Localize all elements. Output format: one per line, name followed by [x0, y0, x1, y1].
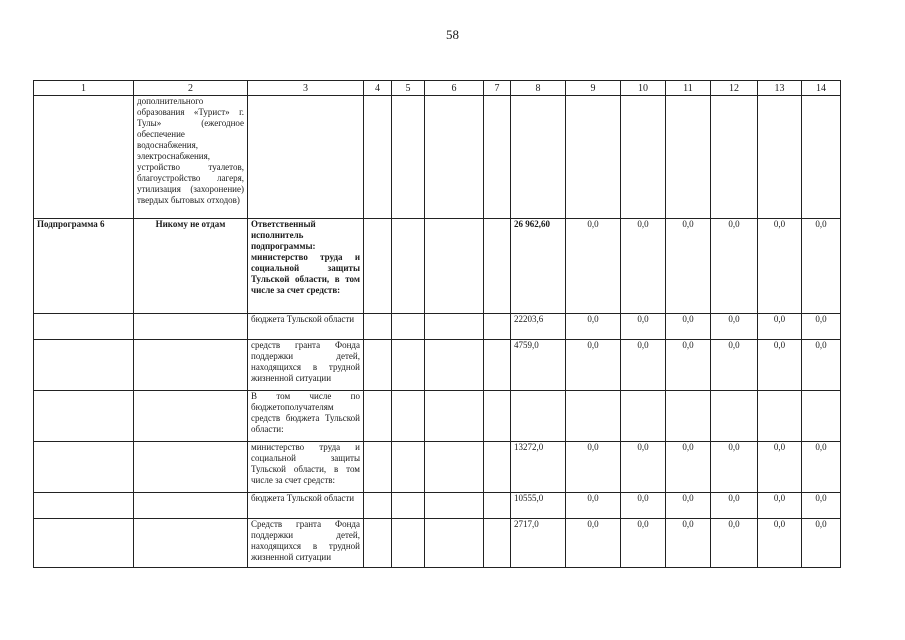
year-value-cell [566, 391, 621, 442]
year-value-cell: 0,0 [758, 493, 802, 519]
column-header: 9 [566, 81, 621, 96]
program-cell [34, 391, 134, 442]
source-cell: министерство труда и социальной защиты Тульской области, в том числе за счет средств: [248, 442, 364, 493]
year-value-cell: 0,0 [711, 442, 758, 493]
table-row [34, 96, 841, 219]
year-value-cell: 0,0 [566, 519, 621, 568]
year-value-cell [666, 96, 711, 219]
source-cell: Ответственный исполнитель подпрограммы: министерство труда и социальной защиты Тульской области, в том числе за счет средств: [248, 219, 364, 314]
year-value-cell: 0,0 [566, 493, 621, 519]
event-name-cell: Никому не отдам [134, 219, 248, 314]
table-row [34, 493, 841, 519]
total-value-cell: 4759,0 [511, 340, 566, 391]
empty-cell [392, 493, 425, 519]
source-cell: В том числе по бюджетополучателям средств бюджета Тульской области: [248, 391, 364, 442]
year-value-cell: 0,0 [566, 314, 621, 340]
year-value-cell: 0,0 [666, 519, 711, 568]
total-value-cell [511, 391, 566, 442]
total-value-cell: 13272,0 [511, 442, 566, 493]
total-value-cell: 26 962,60 [511, 219, 566, 314]
year-value-cell: 0,0 [758, 442, 802, 493]
year-value-cell: 0,0 [802, 340, 841, 391]
year-value-cell [758, 391, 802, 442]
empty-cell [425, 391, 484, 442]
column-header: 10 [621, 81, 666, 96]
year-value-cell: 0,0 [666, 442, 711, 493]
empty-cell [364, 391, 392, 442]
column-header: 11 [666, 81, 711, 96]
empty-cell [392, 391, 425, 442]
year-value-cell: 0,0 [566, 219, 621, 314]
year-value-cell: 0,0 [666, 493, 711, 519]
budget-table [33, 80, 841, 568]
year-value-cell [566, 96, 621, 219]
year-value-cell [758, 96, 802, 219]
total-value-cell: 2717,0 [511, 519, 566, 568]
table-row [34, 442, 841, 493]
year-value-cell: 0,0 [666, 219, 711, 314]
empty-cell [364, 493, 392, 519]
empty-cell [425, 314, 484, 340]
column-header: 8 [511, 81, 566, 96]
year-value-cell: 0,0 [566, 442, 621, 493]
empty-cell [425, 493, 484, 519]
column-header: 2 [134, 81, 248, 96]
year-value-cell: 0,0 [758, 314, 802, 340]
empty-cell [392, 96, 425, 219]
program-cell [34, 493, 134, 519]
year-value-cell: 0,0 [711, 493, 758, 519]
empty-cell [364, 340, 392, 391]
event-name-cell [134, 391, 248, 442]
column-header: 6 [425, 81, 484, 96]
source-cell: бюджета Тульской области [248, 314, 364, 340]
year-value-cell: 0,0 [621, 519, 666, 568]
year-value-cell: 0,0 [802, 442, 841, 493]
year-value-cell: 0,0 [711, 519, 758, 568]
empty-cell [392, 219, 425, 314]
year-value-cell [802, 96, 841, 219]
empty-cell [364, 219, 392, 314]
year-value-cell: 0,0 [711, 340, 758, 391]
year-value-cell: 0,0 [711, 219, 758, 314]
source-cell [248, 96, 364, 219]
year-value-cell [711, 391, 758, 442]
empty-cell [484, 391, 511, 442]
year-value-cell: 0,0 [802, 219, 841, 314]
empty-cell [392, 442, 425, 493]
empty-cell [364, 314, 392, 340]
year-value-cell: 0,0 [621, 493, 666, 519]
year-value-cell [621, 96, 666, 219]
table-row [34, 314, 841, 340]
column-header-row [34, 81, 841, 96]
year-value-cell: 0,0 [758, 519, 802, 568]
empty-cell [484, 442, 511, 493]
source-cell: средств гранта Фонда поддержки детей, находящихся в трудной жизненной ситуации [248, 340, 364, 391]
total-value-cell [511, 96, 566, 219]
empty-cell [484, 219, 511, 314]
empty-cell [392, 340, 425, 391]
year-value-cell: 0,0 [621, 442, 666, 493]
year-value-cell [802, 391, 841, 442]
empty-cell [425, 519, 484, 568]
table-row [34, 340, 841, 391]
empty-cell [392, 519, 425, 568]
program-cell: Подпрограмма 6 [34, 219, 134, 314]
empty-cell [364, 519, 392, 568]
event-name-cell: дополнительного образования «Турист» г. Тулы» (ежегодное обеспечение водоснабжения, электроснабжения, устройство туалетов, благоустройство лагеря, утилизация (захоронение) твердых бытовых отходов) [134, 96, 248, 219]
program-cell [34, 519, 134, 568]
program-cell [34, 314, 134, 340]
year-value-cell: 0,0 [802, 493, 841, 519]
year-value-cell: 0,0 [566, 340, 621, 391]
year-value-cell: 0,0 [758, 340, 802, 391]
year-value-cell: 0,0 [621, 314, 666, 340]
program-cell [34, 340, 134, 391]
event-name-cell [134, 314, 248, 340]
empty-cell [425, 442, 484, 493]
source-cell: бюджета Тульской области [248, 493, 364, 519]
year-value-cell: 0,0 [666, 340, 711, 391]
event-name-cell [134, 493, 248, 519]
page-number: 58 [446, 27, 459, 42]
year-value-cell: 0,0 [711, 314, 758, 340]
empty-cell [484, 493, 511, 519]
empty-cell [484, 96, 511, 219]
table-row [34, 219, 841, 314]
column-header: 3 [248, 81, 364, 96]
program-cell [34, 442, 134, 493]
column-header: 5 [392, 81, 425, 96]
column-header: 14 [802, 81, 841, 96]
empty-cell [364, 442, 392, 493]
column-header: 12 [711, 81, 758, 96]
total-value-cell: 22203,6 [511, 314, 566, 340]
column-header: 7 [484, 81, 511, 96]
table-row [34, 519, 841, 568]
table-body [34, 96, 841, 568]
year-value-cell: 0,0 [666, 314, 711, 340]
column-header: 13 [758, 81, 802, 96]
empty-cell [364, 96, 392, 219]
source-cell: Средств гранта Фонда поддержки детей, находящихся в трудной жизненной ситуации [248, 519, 364, 568]
year-value-cell [666, 391, 711, 442]
empty-cell [484, 340, 511, 391]
event-name-cell [134, 340, 248, 391]
year-value-cell: 0,0 [621, 219, 666, 314]
event-name-cell [134, 442, 248, 493]
empty-cell [392, 314, 425, 340]
event-name-cell [134, 519, 248, 568]
year-value-cell: 0,0 [802, 519, 841, 568]
year-value-cell: 0,0 [621, 340, 666, 391]
year-value-cell: 0,0 [802, 314, 841, 340]
empty-cell [425, 96, 484, 219]
year-value-cell: 0,0 [758, 219, 802, 314]
empty-cell [484, 519, 511, 568]
year-value-cell [711, 96, 758, 219]
empty-cell [425, 340, 484, 391]
column-header: 4 [364, 81, 392, 96]
table-row [34, 391, 841, 442]
program-cell [34, 96, 134, 219]
year-value-cell [621, 391, 666, 442]
column-header: 1 [34, 81, 134, 96]
empty-cell [484, 314, 511, 340]
total-value-cell: 10555,0 [511, 493, 566, 519]
empty-cell [425, 219, 484, 314]
